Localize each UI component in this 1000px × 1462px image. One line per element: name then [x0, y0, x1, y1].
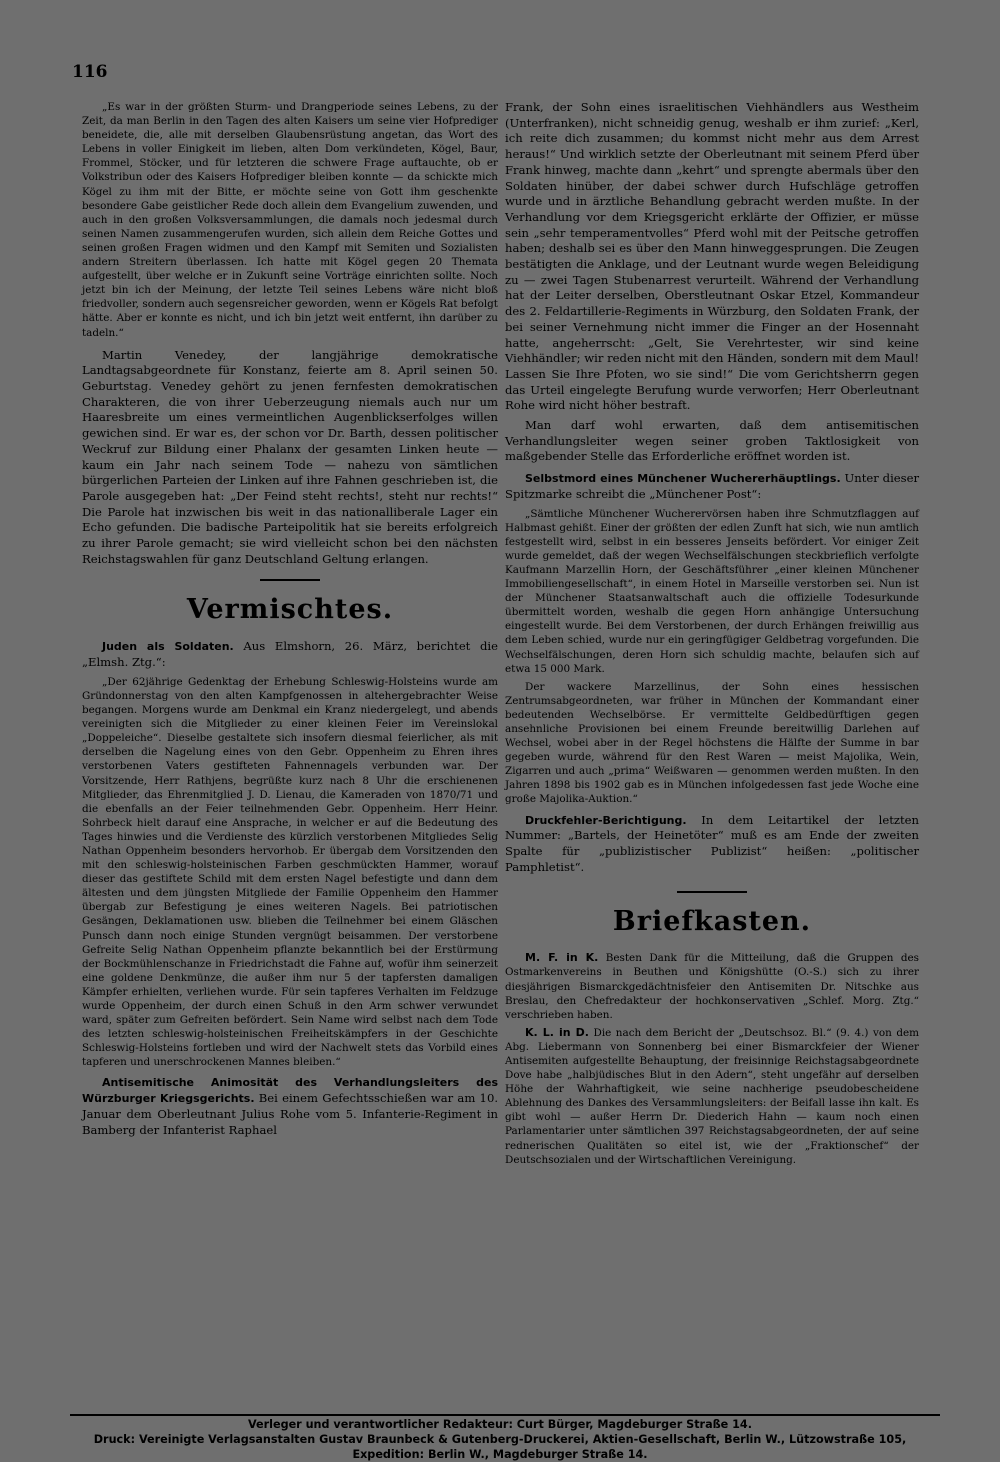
article-heading: Juden als Soldaten.	[102, 640, 234, 654]
article-wuerzburg	[82, 1075, 498, 1138]
briefkasten-entry	[505, 1026, 919, 1167]
article-intro: Aus Elmshorn, 26. März, berichtet die „Elmsh. Ztg.“:	[82, 639, 498, 670]
article-body: Bei einem Gefechtsschießen war am 10. Januar dem Oberleutnant Julius Rohe vom 5. Infanterie-Regiment in Bamberg der Infanterist Raphael	[82, 1091, 499, 1137]
article-selbstmord-intro	[505, 471, 919, 502]
section-title-vermischtes: Vermischtes.	[186, 594, 394, 626]
article-wuerzburg-cont: Frank, der Sohn eines israelitischen Viehhändlers aus Westheim (Unterfranken), nicht schneidig genug, weshalb er ihm zurief: „Kerl, ich reite dich zusammen; du kommst nicht mehr aus dem Arrest heraus!“ Und wirklich setzte der Oberleutnant mit seinem Pferd über Frank hinweg, machte dann „kehrt“ und sprengte abermals über den Soldaten hinüber, der dabei schwer durch Hufschläge getroffen wurde und in ärztliche Behandlung gebracht werden mußte. In der Verhandlung vor dem Kriegsgericht erklärte der Offizier, er müsse sein „sehr temperamentvolles“ Pferd wohl mit der Peitsche getroffen haben; deshalb sei es über den Mann hinweggesprungen. Die Zeugen bestätigten die Anklage, und der Leutnant wurde wegen Beleidigung zu — zwei Tagen Stubenarrest verurteilt. Während der Verhandlung hat der Leiter derselben, Oberstleutnant Oskar Etzel, Kommandeur des 2. Feldartillerie-Regiments in Würzburg, den Soldaten Frank, der bei seiner Vernehmung nicht immer die Finger an der Hosennaht hatte, angeherrscht: „Gelt, Sie Verehrtester, wir sind keine Viehhändler; wir reden nicht mit den Händen, sondern mit dem Maul! Lassen Sie Ihre Pfoten, wo sie sind!“ Die vom Gerichtsherrn gegen das Urteil eingelegte Berufung wurde verworfen; Herr Oberleutnant Rohe wird nicht höher bestraft.	[505, 100, 919, 413]
article-wuerzburg-closing: Man darf wohl erwarten, daß dem antisemitischen Verhandlungsleiter wegen seiner groben Taktlosigkeit von maßgebender Stelle das Erforderliche eröffnet worden ist.	[505, 418, 919, 464]
article-selbstmord-quote: „Sämtliche Münchener Wucherervörsen haben ihre Schmutzflaggen auf Halbmast gehißt. Einer der größten der edlen Zunft hat sich, wie nun amtlich festgestellt wird, selbst in ein besseres Jenseits befördert. Vor einiger Zeit wurde gemeldet, daß der wegen Wechselfälschungen steckbrieflich verfolgte Kaufmann Marzellin Horn, der Geschäftsführer „einer kleinen Münchener Immobiliengesellschaft“, in einem Hotel in Marseille verstorben sei. Nun ist der Münchener Staatsanwaltschaft auch die offizielle Todesurkunde übermittelt worden, weshalb die gegen Horn anhängige Untersuchung eingestellt wurde. Bei dem Verstorbenen, der durch Erhängen freiwillig aus dem Leben schied, wurde nur ein geringfügiger Geldbetrag vorgefunden. Die Wechselfälschungen, deren Horn sich schuldig machte, belaufen sich auf etwa 15 000 Mark.	[505, 507, 919, 675]
entry-heading: K. L. in D.	[525, 1025, 589, 1039]
imprint-printer: Druck: Vereinigte Verlagsanstalten Gustav Braunbeck & Gutenberg-Druckerei, Aktien-Gesellschaft, Berlin W., Lützowstraße 105,	[93, 1433, 907, 1446]
venedey-paragraph: Martin Venedey, der langjährige demokratische Landtagsabgeordnete für Konstanz, feierte am 8. April seinen 50. Geburtstag. Venedey gehört zu jenen fernfesten demokratischen Charakteren, die von ihrer Ueberzeugung niemals auch nur um Haaresbreite um eines vermeintlichen Augenblickserfolges willen gewichen sind. Er war es, der schon vor Dr. Barth, dessen politischer Weckruf zur Bildung einer Phalanx der gesamten Linken heute — kaum ein Jahr nach seinem Tode — nahezu von sämtlichen bürgerlichen Parteien der Linken auf ihre Fahnen geschrieben ist, die Parole ausgegeben hat: „Der Feind steht rechts!, steht nur rechts!“ Die Parole hat inzwischen bis weit in das nationalliberale Lager ein Echo gefunden. Die badische Parteipolitik hat sie bereits erfolgreich zu ihrer Parole gemacht; sie wird vielleicht schon bei den nächsten Reichstagswahlen für ganz Deutschland Geltung erlangen.	[82, 347, 498, 566]
article-intro: Unter dieser Spitzmarke schreibt die „Münchener Post“:	[505, 471, 919, 501]
article-body: In dem Leitartikel der letzten Nummer: „Bartels, der Heinetöter“ muß es am Ende der zweiten Spalte für „publizistischer Publizist“ heißen: „politischer Pamphletist“.	[505, 812, 919, 874]
page-number: 116	[72, 62, 108, 82]
quote-paragraph: „Es war in der größten Sturm- und Drangperiode seines Lebens, zu der Zeit, da man Berlin in den Tagen des alten Kaisers um seine vier Hofprediger beneidete, die, alle mit derselben Glaubensrüstung angetan, das Wort des Lebens in voller Einigkeit im lieben, alten Dom verkündeten, Kögel, Baur, Frommel, Stöcker, und für letzteren die schwere Frage auftauchte, ob er Volkstribun oder des Kaisers Hofprediger bleiben konnte — da schickte mich Kögel zu ihm mit der Bitte, er möchte seine von Gott ihm geschenkte besondere Gabe geistlicher Rede doch allein dem Evangelium zuwenden, und auch in den großen Volksversammlungen, die damals noch jedesmal durch seinen Namen zusammengerufen wurden, sich allein dem Reiche Gottes und seinen großen Fragen widmen und den Kampf mit Semiten und Sozialisten andern Streitern überlassen. Ich hatte mit Kögel gegen 20 Themata aufgestellt, über welche er in Zukunft seine Vorträge einrichten sollte. Noch jetzt bin ich der Meinung, der letzte Teil seines Lebens wäre nicht bloß friedvoller, sondern auch segensreicher geworden, wenn er Kögels Rat befolgt hätte. Aber er konnte es nicht, und ich bin jetzt weit entfernt, ihn darüber zu tadeln.“	[82, 101, 498, 339]
section-title-briefkasten: Briefkasten.	[612, 906, 812, 938]
article-juden-intro	[82, 639, 498, 670]
imprint-footer	[60, 1417, 940, 1462]
article-juden-body: „Der 62jährige Gedenktag der Erhebung Schleswig-Holsteins wurde am Gründonnerstag von den alten Kampfgenossen in altehergebrachter Weise begangen. Morgens wurde am Denkmal ein Kranz niedergelegt, und abends vereinigten sich die Mitglieder zu einer kleinen Feier im Vereinslokal „Doppeleiche“. Dieselbe gestaltete sich insofern diesmal feierlicher, als mit derselben die Nagelung eines von den Gebr. Oppenheim zu Ehren ihres verstorbenen Vaters gestifteten Fahnennagels verbunden war. Der Vorsitzende, Herr Rathjens, begrüßte kurz nach 8 Uhr die erschienenen Mitglieder, das Ehrenmitglied J. D. Lienau, die Kameraden von 1870/71 und die ebenfalls an der Feier teilnehmenden Gebr. Oppenheim. Herr Heinr. Sohrbeck hielt darauf eine Ansprache, in welcher er auf die Bedeutung des Tages hinwies und die Verdienste des kürzlich verstorbenen Mitgliedes Selig Nathan Oppenheim besonders hervorhob. Er übergab dem Vorsitzenden den mit den schleswig-holsteinischen Farben geschmückten Hammer, worauf dieser das gestiftete Schild mit dem ersten Nagel befestigte und dann dem ältesten und dem jüngsten Mitgliede der Familie Oppenheim den Hammer übergab zur Befestigung je eines weiteren Nagels. Bei patriotischen Gesängen, Deklamationen usw. blieben die Teilnehmer bei einem Gläschen Punsch dann noch einige Stunden vergnügt beisammen. Der verstorbene Gefreite Selig Nathan Oppenheim pflanzte bekanntlich bei der Erstürmung der Bockmühlenschanze in Friedrichstadt die Fahne auf, wofür ihm seinerzeit eine goldene Denkmünze, die außer ihm nur 5 der tapfersten damaligen Kämpfer erhielten, verliehen wurde. Für sein tapferes Verhalten im Feldzuge wurde Oppenheim, der durch einen Schuß in den Arm schwer verwundet ward, später zum Gefreiten befördert. Sein Name wird selbst nach dem Tode des letzten schleswig-holsteinischen Freiheitskämpfers in der Geschichte Schleswig-Holsteins fortleben und wird der Nachwelt stets das Vorbild eines tapferen und unerschrockenen Mannes bleiben.“	[82, 675, 498, 1069]
left-column	[82, 100, 498, 1142]
entry-heading: M. F. in K.	[525, 951, 599, 965]
article-druckfehler	[505, 813, 919, 876]
briefkasten-entry	[505, 951, 919, 1021]
entry-body: Die nach dem Bericht der „Deutschsoz. Bl.“ (9. 4.) von dem Abg. Liebermann von Sonnenberg bei einer Bismarckfeier der Wiener Antisemiten aufgestellte Behauptung, der freisinnige Reichstagsabgeordnete Dove habe „halbjüdisches Blut in den Adern“, steht ungefähr auf derselben Höhe der Wahrhaftigkeit, wie seine nachherige pseudobescheidene Ablehnung des Dankes des Versammlungsleiters: der Beifall lasse ihn kalt. Es gibt wohl — außer Herrn Dr. Diederich Hahn — kaum noch einen Parlamentarier unter sämtlichen 397 Reichstagsabgeordneten, der auf seine rednerischen Qualitäten so eitel ist, wie der „Fraktionschef“ der Deutschsozialen und der Wirtschaftlichen Vereinigung.	[505, 1026, 919, 1166]
imprint-expedition: Expedition: Berlin W., Magdeburger Straße 14.	[352, 1448, 648, 1461]
section-divider	[677, 891, 747, 893]
article-heading: Selbstmord eines Münchener Wuchererhäuptlings.	[525, 472, 841, 486]
article-heading: Antisemitische Animosität des Verhandlungsleiters des Würzburger Kriegsgerichts.	[82, 1076, 498, 1106]
article-heading: Druckfehler-Berichtigung.	[525, 813, 687, 827]
column-divider	[495, 100, 496, 1415]
entry-body: Besten Dank für die Mitteilung, daß die Gruppen des Ostmarkenvereins in Beuthen und Königshütte (O.-S.) sich zu ihrer diesjährigen Bismarckgedächtnisfeier den Antisemiten Dr. Nitschke aus Breslau, den Chefredakteur der hochkonservativen „Schlef. Morg. Ztg.“ verschrieben haben.	[505, 952, 919, 1021]
right-column	[505, 100, 919, 1171]
imprint-publisher: Verleger und verantwortlicher Redakteur: Curt Bürger, Magdeburger Straße 14.	[248, 1418, 752, 1431]
article-selbstmord-quote-2: Der wackere Marzellinus, der Sohn eines hessischen Zentrumsabgeordneten, war früher in München der Kommandant einer bedeutenden Wechselbörse. Er vermittelte Geldbedürftigen gegen ansehnliche Provisionen bei einem Freunde bereitwillig Darlehen auf Wechsel, wobei aber in der Regel höchstens die Hälfte der Summe in bar gegeben wurde, während für den Rest Waren — meist Majolika, Wein, Zigarren und auch „prima“ Weißwaren — genommen werden mußten. In den Jahren 1898 bis 1902 gab es in München infolgedessen fast jede Woche eine große Majolika-Auktion.“	[505, 680, 919, 806]
section-divider	[260, 579, 320, 581]
footer-rule	[70, 1414, 940, 1416]
